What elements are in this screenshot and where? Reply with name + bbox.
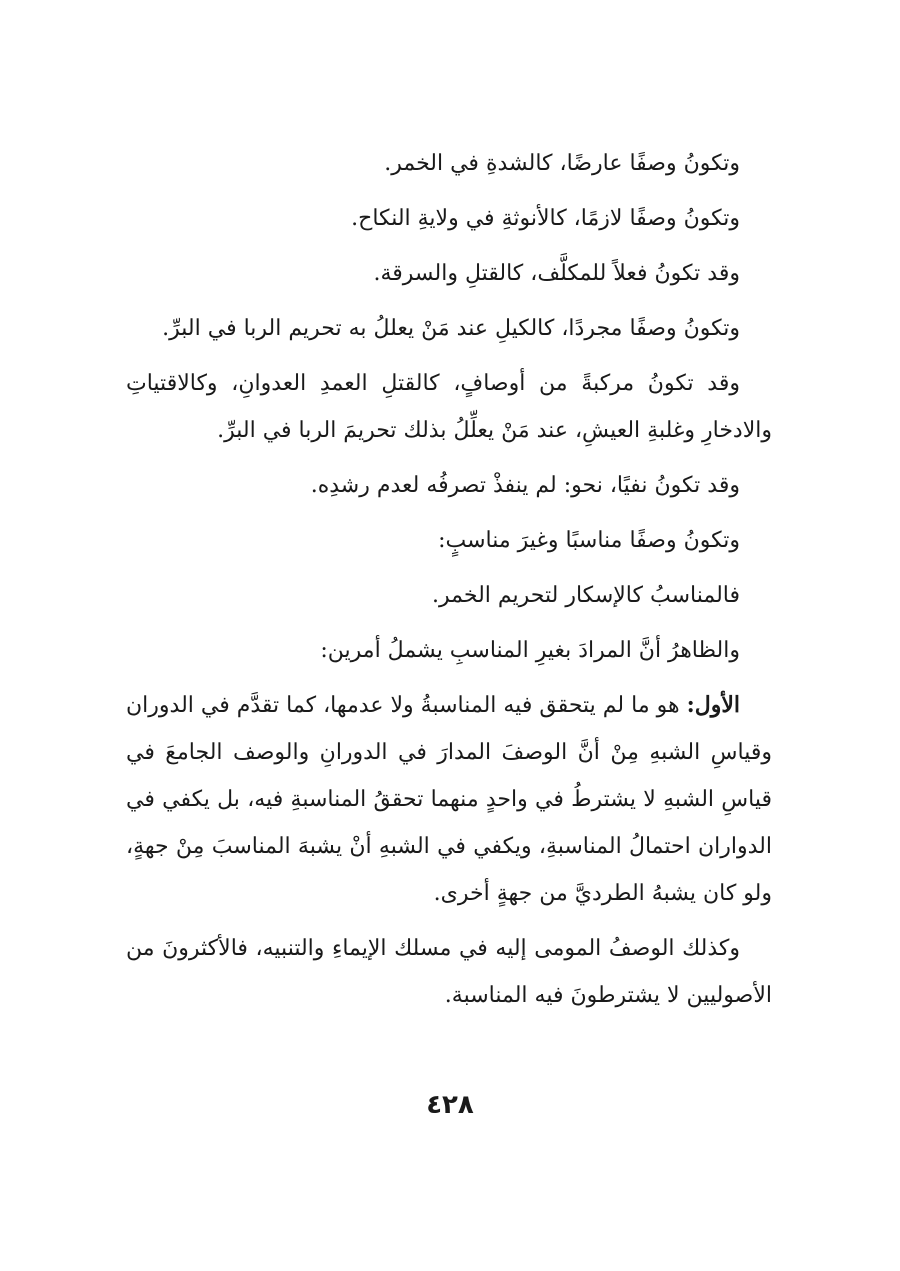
paragraph-4: وتكونُ وصفًا مجردًا، كالكيلِ عند مَنْ يعللُ به تحريم الربا في البرِّ.	[162, 316, 740, 341]
page-body	[126, 140, 772, 1121]
paragraph-3: وقد تكونُ فعلاً للمكلَّف، كالقتلِ والسرقة.	[373, 261, 740, 286]
paragraph-10	[126, 682, 772, 917]
paragraph-10-lead: الأول:	[686, 692, 741, 718]
paragraph-2: وتكونُ وصفًا لازمًا، كالأنوثةِ في ولايةِ النكاح.	[351, 206, 740, 231]
paragraph-10-text: هو ما لم يتحقق فيه المناسبةُ ولا عدمها، كما تقدَّم في الدوران وقياسِ الشبهِ مِنْ أنَّ الوصفَ المدارَ في الدورانِ والوصف الجامعَ في قياسِ الشبهِ لا يشترطُ في واحدٍ منهما تحققُ المناسبةِ فيه، بل يكفي في الدواران احتمالُ المناسبةِ، ويكفي في الشبهِ أنْ يشبهَ المناسبَ مِنْ جهةٍ، ولو كان يشبهُ الطرديَّ من جهةٍ أخرى.	[126, 693, 772, 906]
paragraph-1: وتكونُ وصفًا عارضًا، كالشدةِ في الخمر.	[384, 151, 740, 176]
paragraph-11: وكذلك الوصفُ المومى إليه في مسلك الإيماءِ والتنبيه، فالأكثرونَ من الأصوليين لا يشترطونَ فيه المناسبة.	[126, 936, 772, 1008]
paragraph-9: والظاهرُ أنَّ المرادَ بغيرِ المناسبِ يشملُ أمرين:	[320, 638, 740, 663]
page-number: ٤٢٨	[426, 1090, 474, 1120]
paragraph-7: وتكونُ وصفًا مناسبًا وغيرَ مناسبٍ:	[438, 528, 740, 553]
paragraph-5: وقد تكونُ مركبةً من أوصافٍ، كالقتلِ العمدِ العدوانِ، وكالاقتياتِ والادخارِ وغلبةِ العيشِ، عند مَنْ يعلِّلُ بذلك تحريمَ الربا في البرِّ.	[126, 371, 772, 443]
paragraph-6: وقد تكونُ نفيًا، نحو: لم ينفذْ تصرفُه لعدم رشدِه.	[310, 473, 740, 498]
paragraph-8: فالمناسبُ كالإسكار لتحريم الخمر.	[432, 583, 740, 608]
